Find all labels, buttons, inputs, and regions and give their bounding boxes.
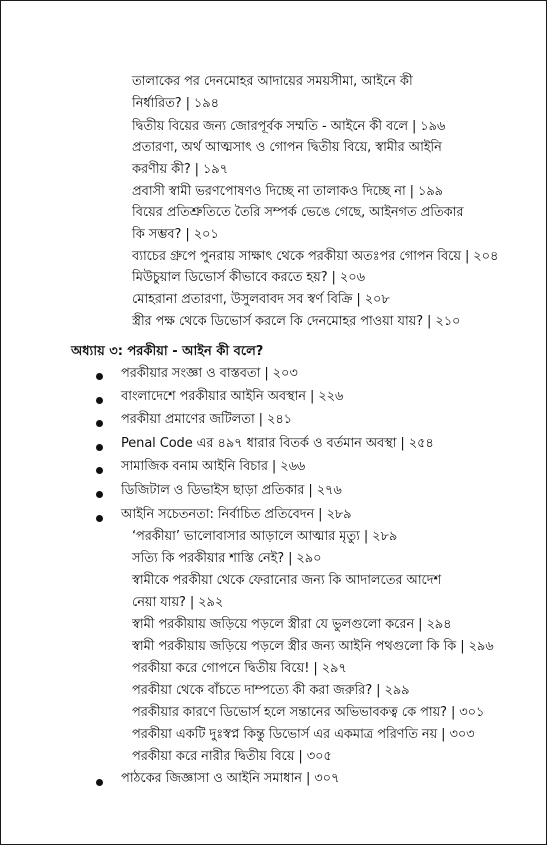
sub-entry-line: স্বামী পরকীয়ায় জড়িয়ে পড়লে স্ত্রীর জন্য আইনি পথগুলো কি কি | ২৯৬: [132, 639, 494, 654]
toc-entry-line: বিয়ের প্রতিশ্রুতিতে তৈরি সম্পর্ক ভেঙে গেছে, আইনগত প্রতিকার: [132, 205, 464, 220]
chapter-heading: অধ্যায় ৩: পরকীয়া - আইন কী বলে?: [71, 344, 264, 359]
toc-entry-line: কি সম্ভব? | ২০১: [132, 227, 219, 242]
sub-entry-line: পরকীয়া থেকে বাঁচতে দাম্পত্যে কী করা জরুরি? | ২৯৯: [132, 683, 410, 698]
toc-entry-line: দ্বিতীয় বিয়ের জন্য জোরপূর্বক সম্মতি - আইনে কী বলে | ১৯৬: [132, 119, 446, 134]
toc-entry-line: প্রতারণা, অর্থ আত্মসাৎ ও গোপন দ্বিতীয় বিয়ে, স্বামীর আইনি: [132, 140, 442, 155]
toc-entry-line: নির্ধারিত? | ১৯৪: [132, 96, 219, 111]
bullet-dot: [96, 779, 103, 786]
sub-entry-line: পরকীয়া করে নারীর দ্বিতীয় বিয়ে | ৩০৫: [132, 749, 332, 764]
bullet-dot: [96, 491, 103, 498]
toc-entry-line: ব্যাচের গ্রুপে পুনরায় সাক্ষাৎ থেকে পরকীয়া অতঃপর গোপন বিয়ে | ২০৪: [132, 249, 499, 264]
sub-entry-line: পরকীয়ার কারণে ডিভোর্স হলে সন্তানের অভিভাবকত্ব কে পায়? | ৩০১: [132, 705, 485, 720]
sub-entry-line: সত্যি কি পরকীয়ার শাস্তি নেই? | ২৯০: [132, 551, 322, 566]
toc-entry-line: প্রবাসী স্বামী ভরণপোষণও দিচ্ছে না তালাকও দিচ্ছে না | ১৯৯: [132, 184, 443, 199]
section-item: বাংলাদেশে পরকীয়ার আইনি অবস্থান | ২২৬: [121, 389, 344, 404]
section-item: Penal Code এর ৪৯৭ ধারার বিতর্ক ও বর্তমান অবস্থা | ২৫৪: [121, 436, 434, 451]
sub-entry-line: পরকীয়া একটি দুঃস্বপ্ন কিন্তু ডিভোর্স এর একমাত্র পরিণতি নয় | ৩০৩: [132, 727, 475, 742]
bullet-dot: [96, 397, 103, 404]
section-item: পরকীয়া প্রমাণের জটিলতা | ২৪১: [121, 412, 293, 427]
section-item: সামাজিক বনাম আইনি বিচার | ২৬৬: [121, 459, 306, 474]
bullet-dot: [96, 467, 103, 474]
sub-entry-line: পরকীয়া করে গোপনে দ্বিতীয় বিয়ে! | ২৯৭: [132, 661, 347, 676]
section-item: ডিজিটাল ও ডিভাইস ছাড়া প্রতিকার | ২৭৬: [121, 483, 342, 498]
bullet-dot: [96, 373, 103, 380]
section-item: পাঠকের জিজ্ঞাসা ও আইনি সমাধান | ৩০৭: [121, 771, 340, 786]
toc-entry-line: মোহরানা প্রতারণা, উসুলবাবদ সব স্বর্ণ বিক্রি | ২০৮: [132, 292, 390, 307]
sub-entry-line: নেয়া যায়? | ২৯২: [132, 595, 224, 610]
toc-entry-line: করণীয় কী? | ১৯৭: [132, 162, 228, 177]
bullet-dot: [96, 444, 103, 451]
sub-entry-line: ‘পরকীয়া’ ভালোবাসার আড়ালে আত্মার মৃত্যু | ২৮৯: [132, 529, 398, 544]
bullet-dot: [96, 515, 103, 522]
sub-entry-line: স্বামী পরকীয়ায় জড়িয়ে পড়লে স্ত্রীরা যে ভুলগুলো করেন | ২৯৪: [132, 617, 452, 632]
toc-entry-line: মিউচুয়াল ডিভোর্স কীভাবে করতে হয়? | ২০৬: [132, 270, 365, 285]
section-item: পরকীয়ার সংজ্ঞা ও বাস্তবতা | ২০৩: [121, 366, 298, 381]
toc-entry-line: স্ত্রীর পক্ষ থেকে ডিভোর্স করলে কি দেনমোহর পাওয়া যায়? | ২১০: [132, 314, 461, 329]
bullet-dot: [96, 420, 103, 427]
section-item: আইনি সচেতনতা: নির্বাচিত প্রতিবেদন | ২৮৯: [121, 507, 352, 522]
toc-entry-line: তালাকের পর দেনমোহর আদায়ের সময়সীমা, আইনে কী: [132, 74, 413, 89]
sub-entry-line: স্বামীকে পরকীয়া থেকে ফেরানোর জন্য কি আদালতের আদেশ: [132, 573, 442, 588]
